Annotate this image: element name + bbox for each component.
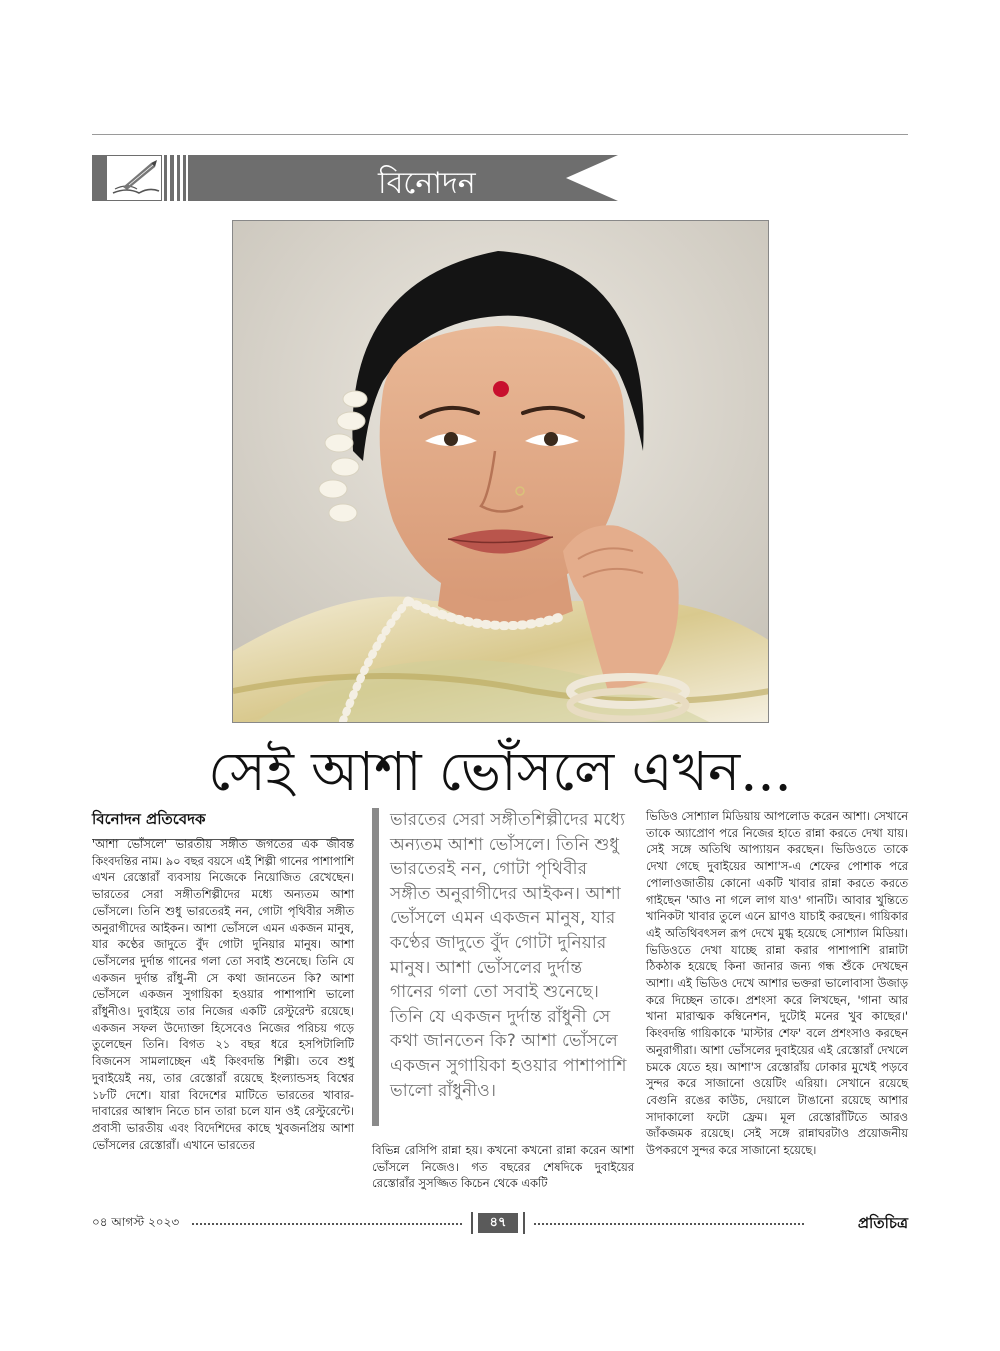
section-title: বিনোদন: [378, 166, 476, 201]
byline: বিনোদন প্রতিবেদক: [92, 808, 354, 840]
section-logo: [92, 155, 162, 201]
footer-divider-left: [471, 1212, 473, 1234]
footer-leader-right: [534, 1223, 804, 1225]
bindi: [493, 381, 509, 397]
portrait-image: [232, 220, 769, 723]
headline: সেই আশা ভোঁসলে এখন...: [208, 740, 792, 803]
section-header: [92, 155, 532, 201]
pull-quote-text: ভারতের সেরা সঙ্গীতশিল্পীদের মধ্যে অন্যতম আশা ভোঁসলে। তিনি শুধু ভারতেরই নন, গোটা পৃথিবীর সঙ্গীত অনুরাগীদের আইকন। আশা ভোঁসলে এমন একজন মানুষ, যার কণ্ঠের জাদুতে বুঁদ গোটা দুনিয়ার মানুষ। আশা ভোঁসলের দুর্দান্ত গানের গলা তো সবাই শুনেছে। তিনি যে একজন দুর্দান্ত রাঁধুনী সে কথা জানতেন কি? আশা ভোঁসলে একজন সুগায়িকা হওয়ার পাশাপাশি ভালো রাঁধুনীও।: [390, 810, 627, 1101]
page-number: ৪৭: [478, 1213, 518, 1233]
pull-quote-bar: [372, 808, 379, 1126]
footer-leader-left: [192, 1223, 462, 1225]
pen-book-icon: [109, 159, 161, 199]
portrait-illustration: [233, 221, 769, 723]
section-ribbon: [188, 155, 618, 201]
body-column-left: 'আশা ভোঁসলে' ভারতীয় সঙ্গীত জগতের এক জীবন্ত কিংবদন্তির নাম। ৯০ বছর বয়সে এই শিল্পী গানের পাশাপাশি এখন রেস্তোরাঁ ব্যবসায় নিজেকে নিয়োজিত রেখেছেন। ভারতের সেরা সঙ্গীতশিল্পীদের মধ্যে অন্যতম আশা ভোঁসলে। তিনি শুধু ভারতেরই নন, গোটা পৃথিবীর সঙ্গীত অনুরাগীদের আইকন। আশা ভোঁসলে এমন একজন মানুষ, যার কণ্ঠের জাদুতে বুঁদ গোটা দুনিয়ার মানুষ। আশা ভোঁসলের দুর্দান্ত গানের গলা তো সবাই শুনেছে। তিনি যে একজন দুর্দান্ত রাঁধু-নী সে কথা জানতেন কি? আশা ভোঁসলে একজন সুগায়িকা হওয়ার পাশাপাশি ভালো রাঁধুনীও। দুবাইয়ে তার নিজের একটি রেস্টুরেন্ট রয়েছে। একজন সফল উদ্যোক্তা হিসেবেও নিজের পরিচয় গড়ে তুলেছেন তিনি। বিগত ২১ বছর ধরে হসপিটালিটি বিজনেস সামলাচ্ছেন এই কিংবদন্তি শিল্পী। তবে শুধু দুবাইয়েই নয়, তার রেস্তোরাঁ রয়েছে ইংল্যান্ডসহ বিশ্বের ১৮টি দেশে। যারা বিদেশের মাটিতে ভারতের খাবার-দাবারের আস্বাদ নিতে চান তারা চলে যান ওই রেস্টুরেন্টে। প্রবাসী ভারতীয় এবং বিদেশিদের কাছে খুবজনপ্রিয় আশা ভোঁসলের রেস্তোরাঁ। এখানে ভারতের: [92, 837, 354, 1152]
top-rule: [92, 134, 908, 135]
body-column-middle: বিভিন্ন রেসিপি রান্না হয়। কখনো কখনো রান্না করেন আশা ভোঁসলে নিজেও। গত বছরের শেষদিকে দুবাইয়ের রেস্তোরাঁর সুসজ্জিত কিচেন থেকে একটি: [372, 1143, 634, 1191]
publication-brand: প্রতিচিত্র: [857, 1214, 908, 1232]
page-footer: [92, 1212, 908, 1234]
body-column-right: ভিডিও সোশ্যাল মিডিয়ায় আপলোড করেন আশা। সেখানে তাকে অ্যাপ্রোণ পরে নিজের হাতে রান্না করতে দেখা যায়। সেই সঙ্গে অতিথি আপ্যায়ন করছেন। ভিডিওতে তাকে দেখা গেছে দুবাইয়ের আশা'স-এ শেফের পোশাক পরে পোলাওজাতীয় কোনো একটি খাবার রান্না করতে করতে গাইছেন 'আও না গলে লাগ যাও' গানটি। আবার খুন্তিতে খানিকটা খাবার তুলে এনে ঘ্রাণও যাচাই করছেন। গায়িকার এই অতিথিবৎসল রূপ দেখে মুগ্ধ হয়েছে সোশ্যাল মিডিয়া। ভিডিওতে দেখা যাচ্ছে রান্না করার পাশাপাশি রান্নাটা ঠিকঠাক হয়েছে কিনা জানার জন্য গন্ধ শুঁকে দেখছেন আশা। এই ভিডিও দেখে আশার ভক্তরা ভালোবাসা উজাড় করে দিচ্ছেন তাকে। প্রশংসা করে লিখছেন, 'গানা আর খানা মারাত্মক কম্বিনেশন, দুটোই মনের খুব কাছের।' কিংবদন্তি গায়িকাকে 'মাস্টার শেফ' বলে প্রশংসাও করছেন অনুরাগীরা। আশা ভোঁসলের দুবাইয়ের এই রেস্তোরাঁ দেখলে চমকে যেতে হয়। আশা'স রেস্তোরাঁয় ঢোকার মুখেই পড়বে সুন্দর করে সাজানো ওয়েটিং এরিয়া। সেখানে রয়েছে বেগুনি রঙের কাউচ, দেয়ালে টাঙানো রয়েছে আশার সাদাকালো ফটো ফ্রেম। মূল রেস্তোরাঁটিতে আরও জাঁকজমক রয়েছে। সেই সঙ্গে রান্নাঘরটাও প্রয়োজনীয় উপকরণে সুন্দর করে সাজানো হয়েছে।: [646, 809, 908, 1158]
issue-date: ০৪ আগস্ট ২০২৩: [92, 1215, 180, 1229]
pull-quote: [372, 808, 634, 1126]
footer-divider-right: [523, 1212, 525, 1234]
header-stripes: [164, 155, 186, 201]
